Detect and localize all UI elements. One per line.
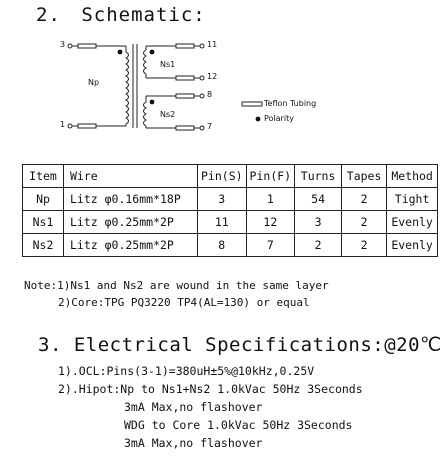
teflon-tube-pin8 <box>176 94 194 98</box>
cell-method: Evenly <box>387 211 438 234</box>
polarity-dot-ns1 <box>150 50 155 55</box>
cell-wire: Litz φ0.16mm*18P <box>64 188 198 211</box>
pin-7-label: 7 <box>207 122 213 131</box>
pin-3-label: 3 <box>60 40 66 49</box>
pin-12-label: 12 <box>207 72 218 81</box>
cell-pin-f: 12 <box>246 211 295 234</box>
cell-method: Tight <box>387 188 438 211</box>
teflon-tube-pin7 <box>176 126 194 130</box>
teflon-tube-pin3 <box>78 44 96 48</box>
hipot-condition-2: 3mA Max,no flashover <box>124 436 263 450</box>
primary-winding <box>126 52 129 124</box>
ocl-line: 1).OCL:Pins(3-1)=380uH±5%@10kHz,0.25V <box>58 364 315 378</box>
primary-winding-label: Np <box>88 78 100 87</box>
hipot-condition-1: 3mA Max,no flashover <box>124 400 263 414</box>
teflon-tube-pin12 <box>176 76 194 80</box>
polarity-dot-primary <box>118 50 123 55</box>
secondary-1-label: Ns1 <box>160 60 176 69</box>
cell-pin-s: 8 <box>198 234 247 257</box>
cell-tapes: 2 <box>342 211 387 234</box>
pin-1-label: 1 <box>60 120 66 129</box>
note-line-2: 2)Core:TPG PQ3220 TP4(AL=130) or equal <box>58 296 310 309</box>
note-line-1: Note:1)Ns1 and Ns2 are wound in the same layer <box>24 279 329 292</box>
cell-item: Ns1 <box>23 211 64 234</box>
secondary-2-label: Ns2 <box>160 110 176 119</box>
cell-pin-f: 1 <box>246 188 295 211</box>
section-3-title: 3. Electrical Specifications:@20℃ <box>38 334 442 356</box>
cell-turns: 3 <box>295 211 342 234</box>
cell-pin-s: 3 <box>198 188 247 211</box>
polarity-dot-ns2 <box>150 100 155 105</box>
header-turns: Turns <box>295 165 342 188</box>
legend-tube-icon <box>242 102 262 106</box>
teflon-tube-pin11 <box>176 44 194 48</box>
cell-turns: 2 <box>295 234 342 257</box>
pin-8-label: 8 <box>207 90 213 99</box>
cell-item: Np <box>23 188 64 211</box>
cell-pin-f: 7 <box>246 234 295 257</box>
cell-item: Ns2 <box>23 234 64 257</box>
header-tapes: Tapes <box>342 165 387 188</box>
table-row <box>23 234 438 257</box>
hipot-line: 2).Hipot:Np to Ns1+Ns2 1.0kVac 50Hz 3Seconds <box>58 382 363 396</box>
legend-polarity-dot <box>256 117 261 122</box>
header-wire: Wire <box>64 165 198 188</box>
cell-wire: Litz φ0.25mm*2P <box>64 211 198 234</box>
secondary-2-winding <box>144 102 147 126</box>
legend-teflon-label: Teflon Tubing <box>264 99 317 108</box>
winding-table <box>22 164 438 257</box>
section-2-number: 2. <box>36 4 61 26</box>
table-row <box>23 188 438 211</box>
cell-wire: Litz φ0.25mm*2P <box>64 234 198 257</box>
transformer-schematic <box>0 0 444 160</box>
legend-polarity-label: Polarity <box>264 114 294 123</box>
cell-turns: 54 <box>295 188 342 211</box>
cell-method: Evenly <box>387 234 438 257</box>
header-pin-s: Pin(S) <box>198 165 247 188</box>
cell-tapes: 2 <box>342 234 387 257</box>
header-method: Method <box>387 165 438 188</box>
table-row <box>23 211 438 234</box>
cell-pin-s: 11 <box>198 211 247 234</box>
table-header-row <box>23 165 438 188</box>
header-item: Item <box>23 165 64 188</box>
secondary-1-winding <box>144 50 147 74</box>
pin-11-label: 11 <box>207 40 218 49</box>
header-pin-f: Pin(F) <box>246 165 295 188</box>
wdg-to-core-line: WDG to Core 1.0kVac 50Hz 3Seconds <box>124 418 353 432</box>
cell-tapes: 2 <box>342 188 387 211</box>
section-2-title: Schematic: <box>81 4 206 26</box>
teflon-tube-pin1 <box>78 124 96 128</box>
